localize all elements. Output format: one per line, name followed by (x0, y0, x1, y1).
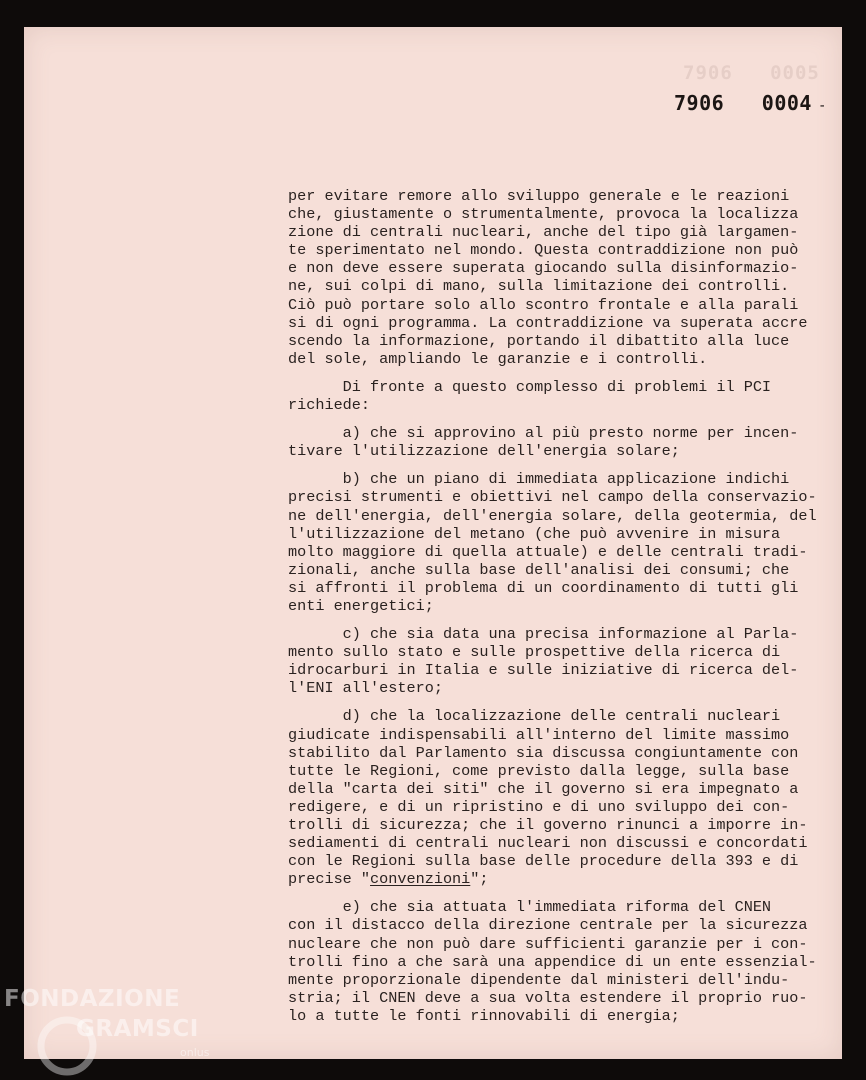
fondazione-gramsci-watermark (4, 986, 234, 1076)
text-line: Di fronte a questo complesso di problemi il PCI (288, 377, 772, 396)
text-line: te sperimentato nel mondo. Questa contraddizione non può (288, 241, 799, 260)
text-line: lo a tutte le fonti rinnovabili di energia; (288, 1006, 680, 1025)
text-line: stabilito dal Parlamento sia discussa congiuntamente con (288, 743, 799, 762)
text-line: b) che un piano di immediata applicazione indichi (288, 470, 790, 489)
text-line: tutte le Regioni, come previsto dalla legge, sulla base (288, 761, 790, 780)
text-line: mento sullo stato e sulle prospettive della ricerca di (288, 643, 781, 662)
text-line: si di ogni programma. La contraddizione va superata accre (288, 313, 808, 332)
text-line: l'ENI all'estero; (288, 679, 443, 698)
text-line: zionali, anche sulla base dell'analisi dei consumi; che (288, 560, 790, 579)
text-line: ne, sui colpi di mano, sulla limitazione dei controlli. (288, 277, 790, 296)
text-line: Ciò può portare solo allo scontro frontale e alla parali (288, 295, 799, 314)
text-line: con il distacco della direzione centrale per la sicurezza (288, 916, 808, 935)
watermark-onlus: onlus (180, 1046, 210, 1059)
text-line: molto maggiore di quella attuale) e delle centrali tradi- (288, 542, 808, 561)
text-line: che, giustamente o strumentalmente, provoca la localizza (288, 205, 799, 224)
item-a-paragraph (288, 424, 866, 460)
item-d-last-after: "; (470, 870, 489, 889)
item-b-paragraph (288, 470, 866, 615)
text-line: stria; il CNEN deve a sua volta estendere il proprio ruo- (288, 988, 808, 1007)
item-e-paragraph (288, 898, 866, 1025)
text-line: trolli fino a che sarà una appendice di un ente essenzial- (288, 952, 817, 971)
watermark-line2: GRAMSCI (76, 1016, 199, 1042)
body-text (288, 187, 866, 1035)
lead-paragraph (288, 378, 866, 414)
text-line: della "carta dei siti" che il governo si era impegnato a (288, 779, 799, 798)
text-line: con le Regioni sulla base delle procedure della 393 e di (288, 852, 799, 871)
text-line: tivare l'utilizzazione dell'energia solare; (288, 442, 680, 461)
text-line: e) che sia attuata l'immediata riforma del CNEN (288, 898, 772, 917)
item-d-paragraph (288, 707, 866, 888)
text-line: redigere, e di un ripristino e di uno sviluppo dei con- (288, 797, 790, 816)
item-d-lines (288, 707, 866, 870)
text-line: idrocarburi in Italia e sulle iniziative di ricerca del- (288, 661, 799, 680)
text-line: scendo la informazione, portando il dibattito alla luce (288, 331, 790, 350)
item-d-last-before: precise " (288, 870, 371, 889)
text-line: a) che si approvino al più presto norme per incen- (288, 424, 799, 443)
bleed-through-number: 7906 0005 (683, 62, 820, 84)
text-line: trolli di sicurezza; che il governo rinunci a imporre in- (288, 816, 808, 834)
document-page (24, 27, 842, 1059)
convenzioni-underlined: convenzioni (370, 870, 471, 889)
document-number-text: 7906 0004 (674, 91, 812, 115)
item-c-paragraph (288, 625, 866, 697)
document-number-mark: - (817, 98, 827, 114)
item-d-last-line (288, 870, 866, 888)
text-line: nucleare che non può dare sufficienti garanzie per i con- (288, 934, 808, 953)
text-line: ne dell'energia, dell'energia solare, della geotermia, del (288, 506, 817, 525)
text-line: del sole, ampliando le garanzie e i controlli. (288, 349, 708, 368)
text-line: d) che la localizzazione delle centrali nucleari (288, 707, 781, 726)
text-line: per evitare remore allo sviluppo generale e le reazioni (288, 187, 790, 205)
text-line: sediamenti di centrali nucleari non discussi e concordati (288, 834, 808, 853)
intro-paragraph (288, 187, 866, 368)
text-line: richiede: (288, 396, 371, 415)
text-line: precisi strumenti e obiettivi nel campo della conservazio- (288, 488, 817, 507)
text-line: zione di centrali nucleari, anche del tipo già largamen- (288, 223, 799, 242)
text-line: l'utilizzazione del metano (che può avvenire in misura (288, 524, 781, 543)
text-line: e non deve essere superata giocando sulla disinformazio- (288, 259, 799, 278)
text-line: giudicate indispensabili all'interno del limite massimo (288, 725, 790, 744)
watermark-line1: FONDAZIONE (4, 986, 181, 1012)
text-line: enti energetici; (288, 596, 434, 615)
text-line: si affronti il problema di un coordinamento di tutti gli (288, 578, 799, 597)
text-line: mente proporzionale dipendente dal ministeri dell'indu- (288, 970, 790, 989)
text-line: c) che sia data una precisa informazione al Parla- (288, 625, 799, 644)
